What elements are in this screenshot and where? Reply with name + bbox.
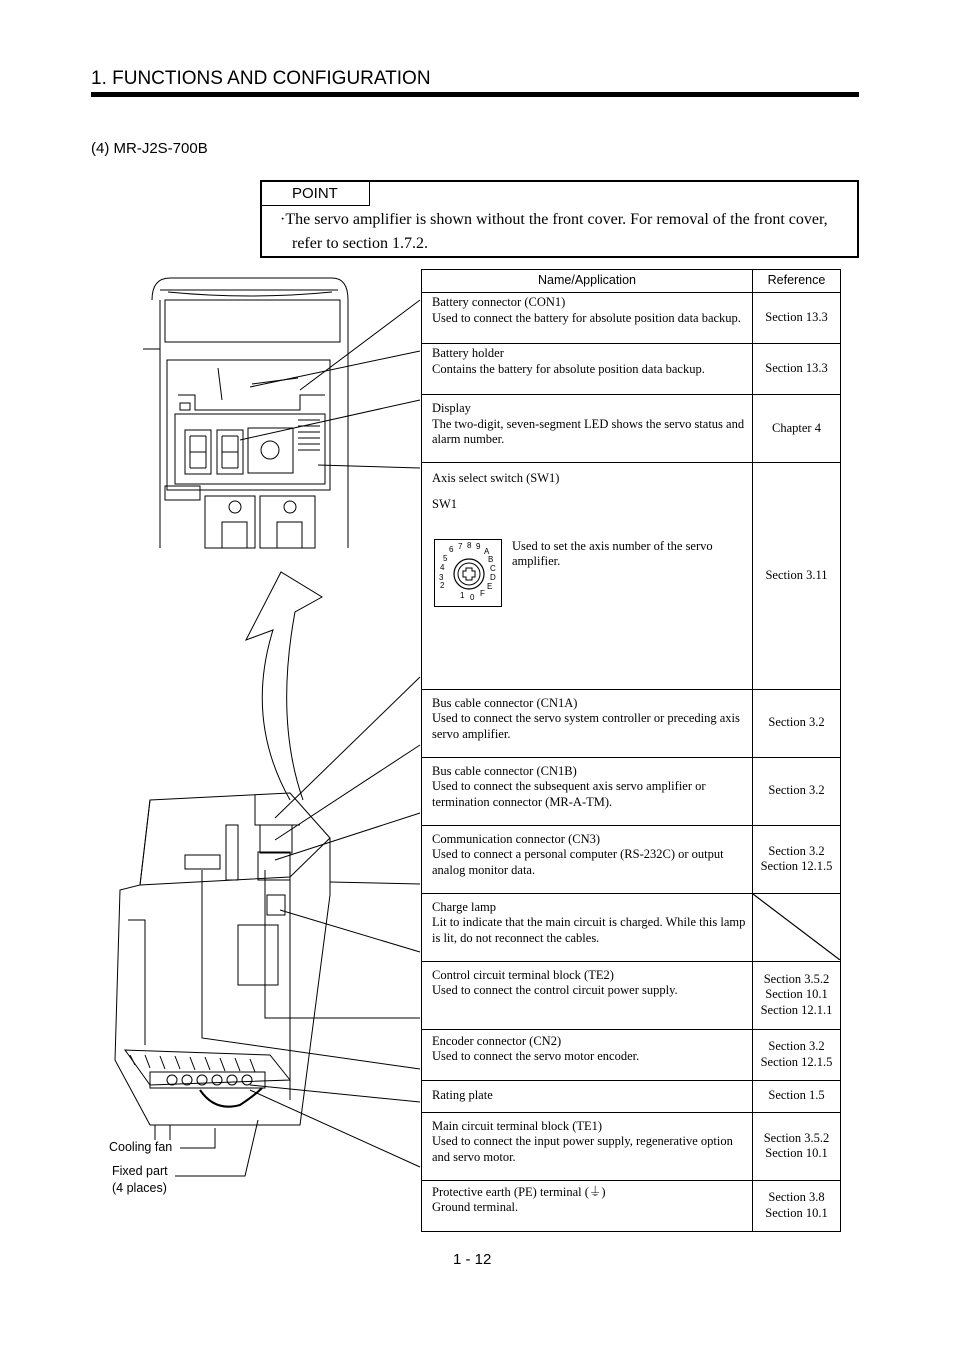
row-desc: Ground terminal. <box>432 1200 519 1214</box>
row-desc: The two-digit, seven-segment LED shows the servo status and alarm number. <box>432 416 745 446</box>
row-reference: Section 3.8 <box>768 1190 825 1204</box>
svg-text:3: 3 <box>439 572 444 582</box>
amplifier-illustration <box>100 268 430 1228</box>
row-title: Bus cable connector (CN1A) <box>432 695 578 710</box>
row-reference: Section 10.1 <box>765 1205 828 1220</box>
row-reference: Section 12.1.5 <box>760 859 833 873</box>
axis-select-dial-icon <box>434 539 502 607</box>
sw1-desc: Used to set the axis number of the servo amplifier. <box>512 538 713 568</box>
row-reference: Section 3.5.2 <box>763 971 830 986</box>
label-fixed-part-count: (4 places) <box>112 1181 167 1195</box>
row-title: Main circuit terminal block (TE1) <box>432 1118 603 1133</box>
row-title: Battery connector (CON1) <box>432 295 566 309</box>
row-reference: Section 1.5 <box>753 1080 841 1112</box>
row-title: Bus cable connector (CN1B) <box>432 763 577 778</box>
svg-text:9: 9 <box>476 541 481 551</box>
row-desc: Used to connect the servo motor encoder. <box>432 1049 640 1063</box>
point-box <box>260 180 859 258</box>
row-reference: Section 10.1 <box>765 987 828 1002</box>
svg-text:0: 0 <box>470 592 475 602</box>
svg-text:5: 5 <box>443 553 448 563</box>
row-title: Communication connector (CN3) <box>432 831 601 846</box>
row-desc: Used to connect the servo system controller or preceding axis servo amplifier. <box>432 711 740 741</box>
svg-text:D: D <box>490 572 496 582</box>
col-header-name: Name/Application <box>422 270 753 293</box>
table-row <box>422 463 841 690</box>
row-desc: Contains the battery for absolute position data backup. <box>432 361 705 376</box>
svg-text:B: B <box>488 554 494 564</box>
row-reference: Section 13.3 <box>753 293 841 344</box>
header-rule <box>91 92 859 97</box>
point-text: ·The servo amplifier is shown without the front cover. For removal of the front cover, refer to section 1.7.2. <box>280 211 828 252</box>
row-reference: Chapter 4 <box>753 395 841 463</box>
table-row <box>422 395 841 463</box>
row-desc: Used to connect the battery for absolute position data backup. <box>432 310 741 325</box>
table-row <box>422 1029 841 1080</box>
row-reference: Section 3.2 <box>768 1039 825 1053</box>
svg-text:E: E <box>487 581 493 591</box>
svg-text:A: A <box>484 546 490 556</box>
row-reference: Section 3.11 <box>753 463 841 690</box>
row-title: Axis select switch (SW1) <box>432 471 560 485</box>
label-cooling-fan: Cooling fan <box>109 1140 173 1154</box>
svg-text:6: 6 <box>449 544 454 554</box>
point-label: POINT <box>262 182 370 206</box>
row-reference-empty <box>753 893 841 961</box>
row-reference: Section 13.3 <box>753 344 841 395</box>
row-reference: Section 3.2 <box>753 757 841 825</box>
col-header-reference: Reference <box>753 270 841 293</box>
table-row <box>422 1080 841 1112</box>
section-title: (4) MR-J2S-700B <box>91 140 208 157</box>
svg-text:C: C <box>490 563 496 573</box>
table-row <box>422 893 841 961</box>
sw1-label: SW1 <box>432 496 457 511</box>
row-title: Encoder connector (CN2) <box>432 1033 562 1048</box>
row-reference: Section 3.2 <box>753 689 841 757</box>
row-title: Control circuit terminal block (TE2) <box>432 967 614 982</box>
table-row <box>422 1112 841 1180</box>
svg-text:F: F <box>480 588 485 598</box>
row-reference: Section 10.1 <box>765 1146 828 1160</box>
table-row <box>422 1180 841 1231</box>
table-header-row <box>422 270 841 293</box>
table-row <box>422 689 841 757</box>
component-table <box>421 269 841 1232</box>
table-row <box>422 757 841 825</box>
row-reference: Section 12.1.5 <box>760 1054 833 1069</box>
row-desc: Used to connect a personal computer (RS-232C) or output analog monitor data. <box>432 847 724 877</box>
svg-text:7: 7 <box>458 541 463 551</box>
row-reference: Section 3.2 <box>768 843 825 858</box>
label-fixed-part: Fixed part <box>112 1164 168 1178</box>
table-row <box>422 961 841 1029</box>
page-number: 1 - 12 <box>453 1251 492 1268</box>
row-title: Rating plate <box>432 1088 493 1103</box>
row-title: Charge lamp <box>432 899 496 914</box>
row-reference: Section 3.5.2 <box>763 1130 830 1145</box>
row-desc: Used to connect the input power supply, regenerative option and servo motor. <box>432 1134 733 1164</box>
svg-text:4: 4 <box>440 562 445 572</box>
row-reference: Section 12.1.1 <box>760 1002 833 1017</box>
diagonal-slash <box>753 894 840 960</box>
page-header-title: 1. FUNCTIONS AND CONFIGURATION <box>91 68 431 89</box>
row-desc: Used to connect the subsequent axis servo amplifier or termination connector (MR-A-TM). <box>432 779 706 809</box>
row-title: Battery holder <box>432 346 504 360</box>
svg-text:8: 8 <box>467 540 472 550</box>
row-title: Protective earth (PE) terminal (⏚) <box>432 1184 606 1199</box>
table-row <box>422 293 841 344</box>
row-title: Display <box>432 401 471 415</box>
svg-text:1: 1 <box>460 590 465 600</box>
row-desc: Used to connect the control circuit power supply. <box>432 983 678 997</box>
table-row <box>422 825 841 893</box>
row-desc: Lit to indicate that the main circuit is charged. While this lamp is lit, do not reconnect the cables. <box>432 915 746 945</box>
svg-text:2: 2 <box>440 580 445 590</box>
table-row <box>422 344 841 395</box>
